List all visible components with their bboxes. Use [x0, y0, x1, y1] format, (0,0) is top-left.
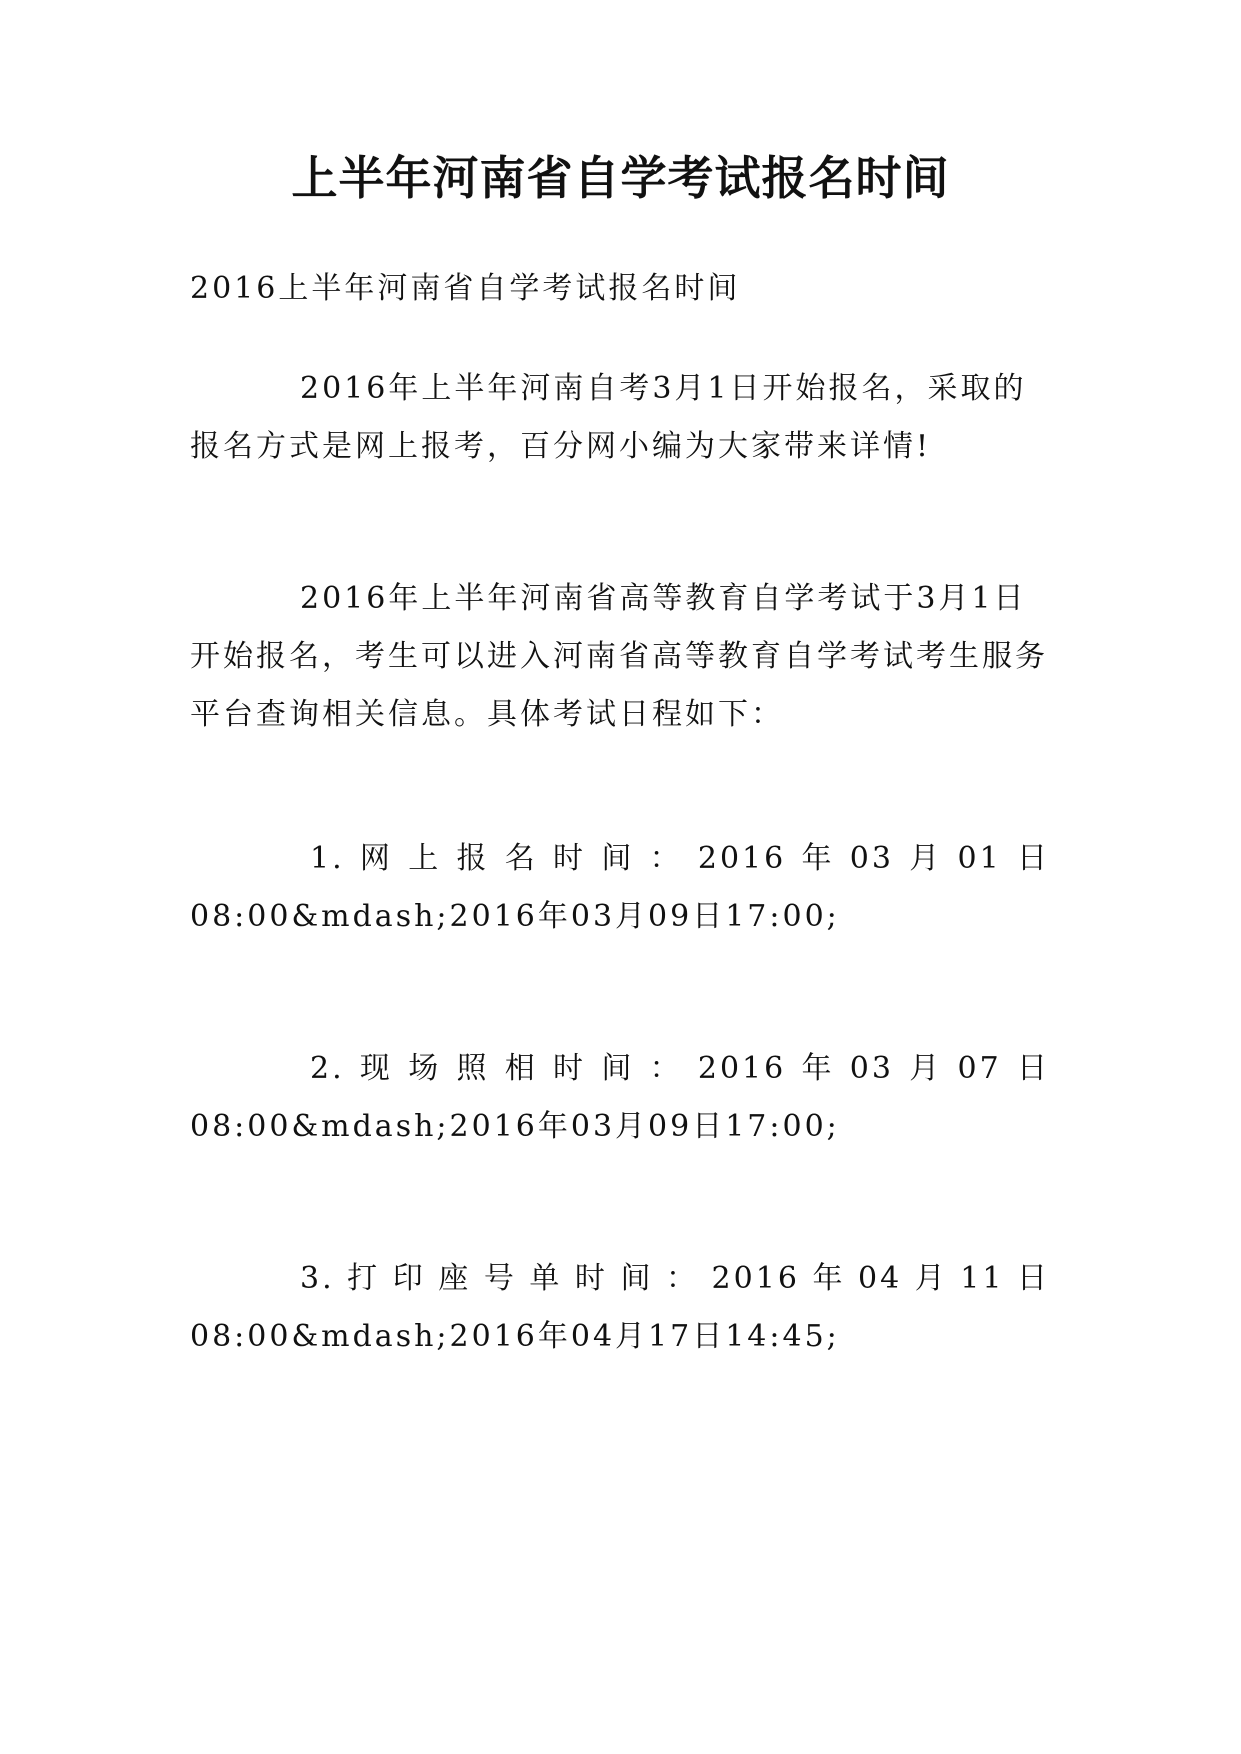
schedule-item-3-line2: 08:00&mdash;2016年04月17日14:45; [190, 1319, 840, 1354]
schedule-item-1-line2: 08:00&mdash;2016年03月09日17:00; [190, 899, 840, 934]
schedule-item-2-line2: 08:00&mdash;2016年03月09日17:00; [190, 1109, 840, 1144]
schedule-item-1 [190, 830, 1050, 946]
schedule-intro-paragraph: 2016年上半年河南省高等教育自学考试于3月1日开始报名，考生可以进入河南省高等教育自学考试考生服务平台查询相关信息。具体考试日程如下： [190, 581, 1048, 732]
schedule-item-3 [190, 1250, 1050, 1366]
schedule-item-2 [190, 1040, 1050, 1156]
document-title: 上半年河南省自学考试报名时间 [291, 151, 950, 205]
intro-paragraph: 2016年上半年河南自考3月1日开始报名，采取的报名方式是网上报考，百分网小编为大家带来详情! [190, 371, 1027, 464]
subtitle-paragraph: 2016上半年河南省自学考试报名时间 [190, 271, 741, 306]
schedule-item-3-line1: 3.打印座号单时间：2016年04月11日 [300, 1261, 1050, 1296]
schedule-item-1-line1: 1.网上报名时间：2016年03月01日 [310, 841, 1050, 876]
schedule-item-2-line1: 2.现场照相时间：2016年03月07日 [310, 1051, 1050, 1086]
